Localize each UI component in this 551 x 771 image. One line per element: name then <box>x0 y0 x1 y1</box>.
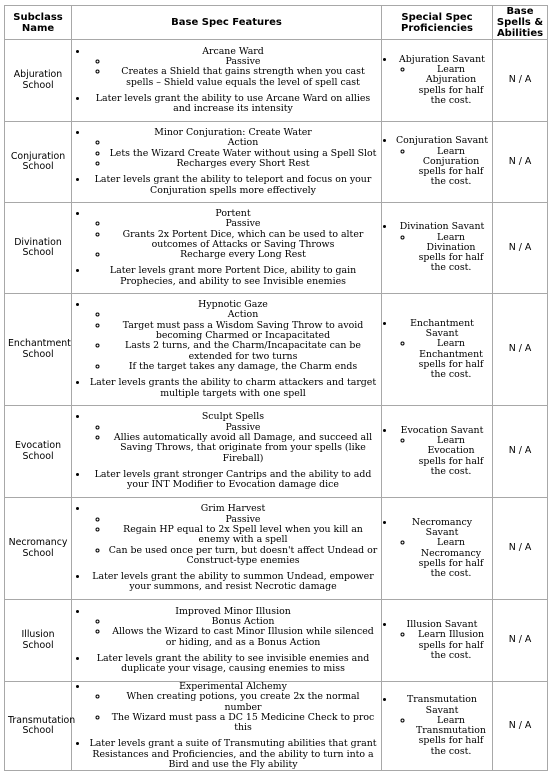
subclass-name: Necromancy School <box>5 498 72 600</box>
later-levels-note: • Later levels grant the ability to summon Undead, empower your summons, and resist Necrotic damage <box>88 572 378 593</box>
feature-title: Experimental Alchemy <box>179 681 287 692</box>
header-subclass-name: Subclass Name <box>5 6 72 40</box>
feature-detail-list <box>88 138 378 169</box>
feature-item <box>88 504 378 566</box>
table-row <box>5 203 548 294</box>
proficiency-list <box>385 319 489 381</box>
later-levels-note: • Later levels grant the ability to see invisible enemies and duplicate your visage, causing enemies to miss <box>88 654 378 675</box>
feature-item <box>88 682 378 733</box>
subclass-name: Transmutation School <box>5 682 72 771</box>
proficiency-detail: ◦ Learn Necromancy spells for half the cost. <box>413 538 489 579</box>
proficiency-list <box>385 518 489 580</box>
feature-detail: ◦ Passive <box>108 57 378 67</box>
feature-detail: ◦ The Wizard must pass a DC 15 Medicine Check to proc this <box>108 713 378 734</box>
proficiency-item <box>395 222 489 273</box>
proficiency-detail: ◦ Learn Transmutation spells for half the cost. <box>413 716 489 757</box>
table-row <box>5 600 548 682</box>
proficiency-item <box>395 695 489 757</box>
subclass-spec-table <box>4 5 548 771</box>
feature-detail: ◦ Lasts 2 turns, and the Charm/Incapacitate can be extended for two turns <box>108 341 378 362</box>
feature-detail: ◦ If the target takes any damage, the Charm ends <box>108 362 378 372</box>
feature-title: Hypnotic Gaze <box>198 299 268 311</box>
feature-detail: ◦ Grants 2x Portent Dice, which can be used to alter outcomes of Attacks or Saving Throws <box>108 230 378 251</box>
table-row <box>5 682 548 771</box>
special-spec-proficiencies-cell <box>382 40 493 122</box>
proficiency-detail-list <box>395 65 489 106</box>
proficiency-list <box>385 222 489 273</box>
feature-list <box>75 412 378 490</box>
base-spec-features-cell <box>72 122 382 203</box>
feature-item <box>88 412 378 463</box>
base-spells-abilities-value: N / A <box>493 498 548 600</box>
subclass-name: Evocation School <box>5 406 72 498</box>
feature-detail-list <box>88 617 378 648</box>
feature-detail: ◦ Passive <box>108 423 378 433</box>
proficiency-item <box>395 426 489 477</box>
proficiency-detail-list <box>395 147 489 188</box>
later-levels-note: • Later levels grant the ability to teleport and focus on your Conjuration spells more effectively <box>88 175 378 196</box>
feature-detail-list <box>88 310 378 372</box>
proficiency-title: Transmutation Savant <box>407 694 477 716</box>
subclass-name: Enchantment School <box>5 294 72 406</box>
feature-detail-list <box>88 515 378 566</box>
special-spec-proficiencies-cell <box>382 682 493 771</box>
proficiency-detail: ◦ Learn Conjuration spells for half the cost. <box>413 147 489 188</box>
feature-detail: ◦ Action <box>108 310 378 320</box>
proficiency-item <box>395 136 489 187</box>
base-spec-features-cell <box>72 203 382 294</box>
proficiency-detail: ◦ Learn Abjuration spells for half the cost. <box>413 65 489 106</box>
base-spells-abilities-value: N / A <box>493 406 548 498</box>
base-spells-abilities-value: N / A <box>493 294 548 406</box>
feature-detail: ◦ Passive <box>108 219 378 229</box>
proficiency-list <box>385 55 489 106</box>
proficiency-detail-list <box>395 716 489 757</box>
proficiency-title: Abjuration Savant <box>399 53 485 65</box>
feature-item <box>88 128 378 169</box>
proficiency-detail-list <box>395 233 489 274</box>
table-row <box>5 40 548 122</box>
feature-detail: ◦ When creating potions, you create 2x the normal number <box>108 692 378 713</box>
table-row <box>5 406 548 498</box>
base-spells-abilities-value: N / A <box>493 122 548 203</box>
feature-title: Minor Conjuration: Create Water <box>154 127 312 139</box>
proficiency-list <box>385 136 489 187</box>
base-spells-abilities-value: N / A <box>493 203 548 294</box>
subclass-name: Divination School <box>5 203 72 294</box>
proficiency-detail: ◦ Learn Illusion spells for half the cost. <box>413 630 489 661</box>
later-levels-note: • Later levels grant more Portent Dice, ability to gain Prophecies, and ability to see Invisible enemies <box>88 266 378 287</box>
proficiency-item <box>395 319 489 381</box>
special-spec-proficiencies-cell <box>382 406 493 498</box>
feature-detail-list <box>88 57 378 88</box>
later-levels-note: • Later levels grants the ability to charm attackers and target multiple targets with one spell <box>88 378 378 399</box>
feature-detail: ◦ Passive <box>108 515 378 525</box>
feature-title: Portent <box>215 207 251 219</box>
feature-item <box>88 209 378 260</box>
feature-title: Arcane Ward <box>202 45 264 57</box>
later-levels-note: • Later levels grant the ability to use Arcane Ward on allies and increase its intensity <box>88 94 378 115</box>
feature-detail: ◦ Action <box>108 138 378 148</box>
table-row <box>5 498 548 600</box>
feature-detail-list <box>88 219 378 260</box>
proficiency-detail-list <box>395 538 489 579</box>
feature-item <box>88 607 378 648</box>
table-row <box>5 122 548 203</box>
base-spec-features-cell <box>72 406 382 498</box>
header-base-spells-abilities: Base Spells & Abilities <box>493 6 548 40</box>
feature-detail: ◦ Creates a Shield that gains strength when you cast spells – Shield value equals the level of spell cast <box>108 67 378 88</box>
feature-list <box>75 209 378 287</box>
special-spec-proficiencies-cell <box>382 122 493 203</box>
feature-detail: ◦ Lets the Wizard Create Water without using a Spell Slot <box>108 149 378 159</box>
feature-item <box>88 47 378 88</box>
feature-detail: ◦ Allows the Wizard to cast Minor Illusion while silenced or hiding, and as a Bonus Action <box>108 627 378 648</box>
feature-detail: ◦ Bonus Action <box>108 617 378 627</box>
feature-list <box>75 300 378 399</box>
feature-detail-list <box>88 423 378 464</box>
subclass-name: Abjuration School <box>5 40 72 122</box>
feature-detail: ◦ Recharge every Long Rest <box>108 250 378 260</box>
later-levels-note: • Later levels grant stronger Cantrips and the ability to add your INT Modifier to Evocation damage dice <box>88 470 378 491</box>
base-spells-abilities-value: N / A <box>493 40 548 122</box>
proficiency-item <box>395 55 489 106</box>
table-body <box>5 40 548 771</box>
special-spec-proficiencies-cell <box>382 498 493 600</box>
proficiency-title: Evocation Savant <box>400 424 484 436</box>
proficiency-detail-list <box>395 436 489 477</box>
base-spec-features-cell <box>72 498 382 600</box>
special-spec-proficiencies-cell <box>382 294 493 406</box>
subclass-name: Conjuration School <box>5 122 72 203</box>
later-levels-note: • Later levels grant a suite of Transmuting abilities that grant Resistances and Proficiencies, and the ability to turn into a Bird and use the Fly ability <box>88 739 378 770</box>
proficiency-detail: ◦ Learn Divination spells for half the cost. <box>413 233 489 274</box>
feature-list <box>75 682 378 770</box>
base-spec-features-cell <box>72 294 382 406</box>
proficiency-title: Conjuration Savant <box>395 135 488 147</box>
feature-item <box>88 300 378 372</box>
feature-detail: ◦ Regain HP equal to 2x Spell level when you kill an enemy with a spell <box>108 525 378 546</box>
proficiency-item <box>395 620 489 661</box>
proficiency-detail: ◦ Learn Enchantment spells for half the cost. <box>413 339 489 380</box>
proficiency-title: Necromancy Savant <box>411 516 473 538</box>
header-special-spec-proficiencies: Special Spec Proficiencies <box>382 6 493 40</box>
feature-detail: ◦ Recharges every Short Rest <box>108 159 378 169</box>
proficiency-title: Divination Savant <box>399 221 485 233</box>
proficiency-list <box>385 620 489 661</box>
feature-title: Grim Harvest <box>200 503 266 515</box>
proficiency-item <box>395 518 489 580</box>
proficiency-list <box>385 695 489 757</box>
proficiency-detail: ◦ Learn Evocation spells for half the cost. <box>413 436 489 477</box>
feature-list <box>75 607 378 675</box>
feature-detail-list <box>88 692 378 733</box>
subclass-name: Illusion School <box>5 600 72 682</box>
proficiency-list <box>385 426 489 477</box>
base-spec-features-cell <box>72 40 382 122</box>
feature-list <box>75 128 378 196</box>
base-spells-abilities-value: N / A <box>493 600 548 682</box>
base-spec-features-cell <box>72 682 382 771</box>
special-spec-proficiencies-cell <box>382 203 493 294</box>
feature-title: Improved Minor Illusion <box>175 605 291 617</box>
feature-title: Sculpt Spells <box>201 411 265 423</box>
proficiency-title: Enchantment Savant <box>410 317 474 339</box>
special-spec-proficiencies-cell <box>382 600 493 682</box>
table-row <box>5 294 548 406</box>
base-spec-features-cell <box>72 600 382 682</box>
feature-detail: ◦ Can be used once per turn, but doesn't affect Undead or Construct-type enemies <box>108 546 378 567</box>
proficiency-detail-list <box>395 339 489 380</box>
header-base-spec-features: Base Spec Features <box>72 6 382 40</box>
feature-detail: ◦ Target must pass a Wisdom Saving Throw to avoid becoming Charmed or Incapacitated <box>108 321 378 342</box>
proficiency-title: Illusion Savant <box>406 618 478 630</box>
header-row <box>5 6 548 40</box>
feature-list <box>75 504 378 592</box>
base-spells-abilities-value: N / A <box>493 682 548 771</box>
feature-detail: ◦ Allies automatically avoid all Damage, and succeed all Saving Throws, that originate from your spells (like Fireball) <box>108 433 378 464</box>
feature-list <box>75 47 378 115</box>
proficiency-detail-list <box>395 630 489 661</box>
